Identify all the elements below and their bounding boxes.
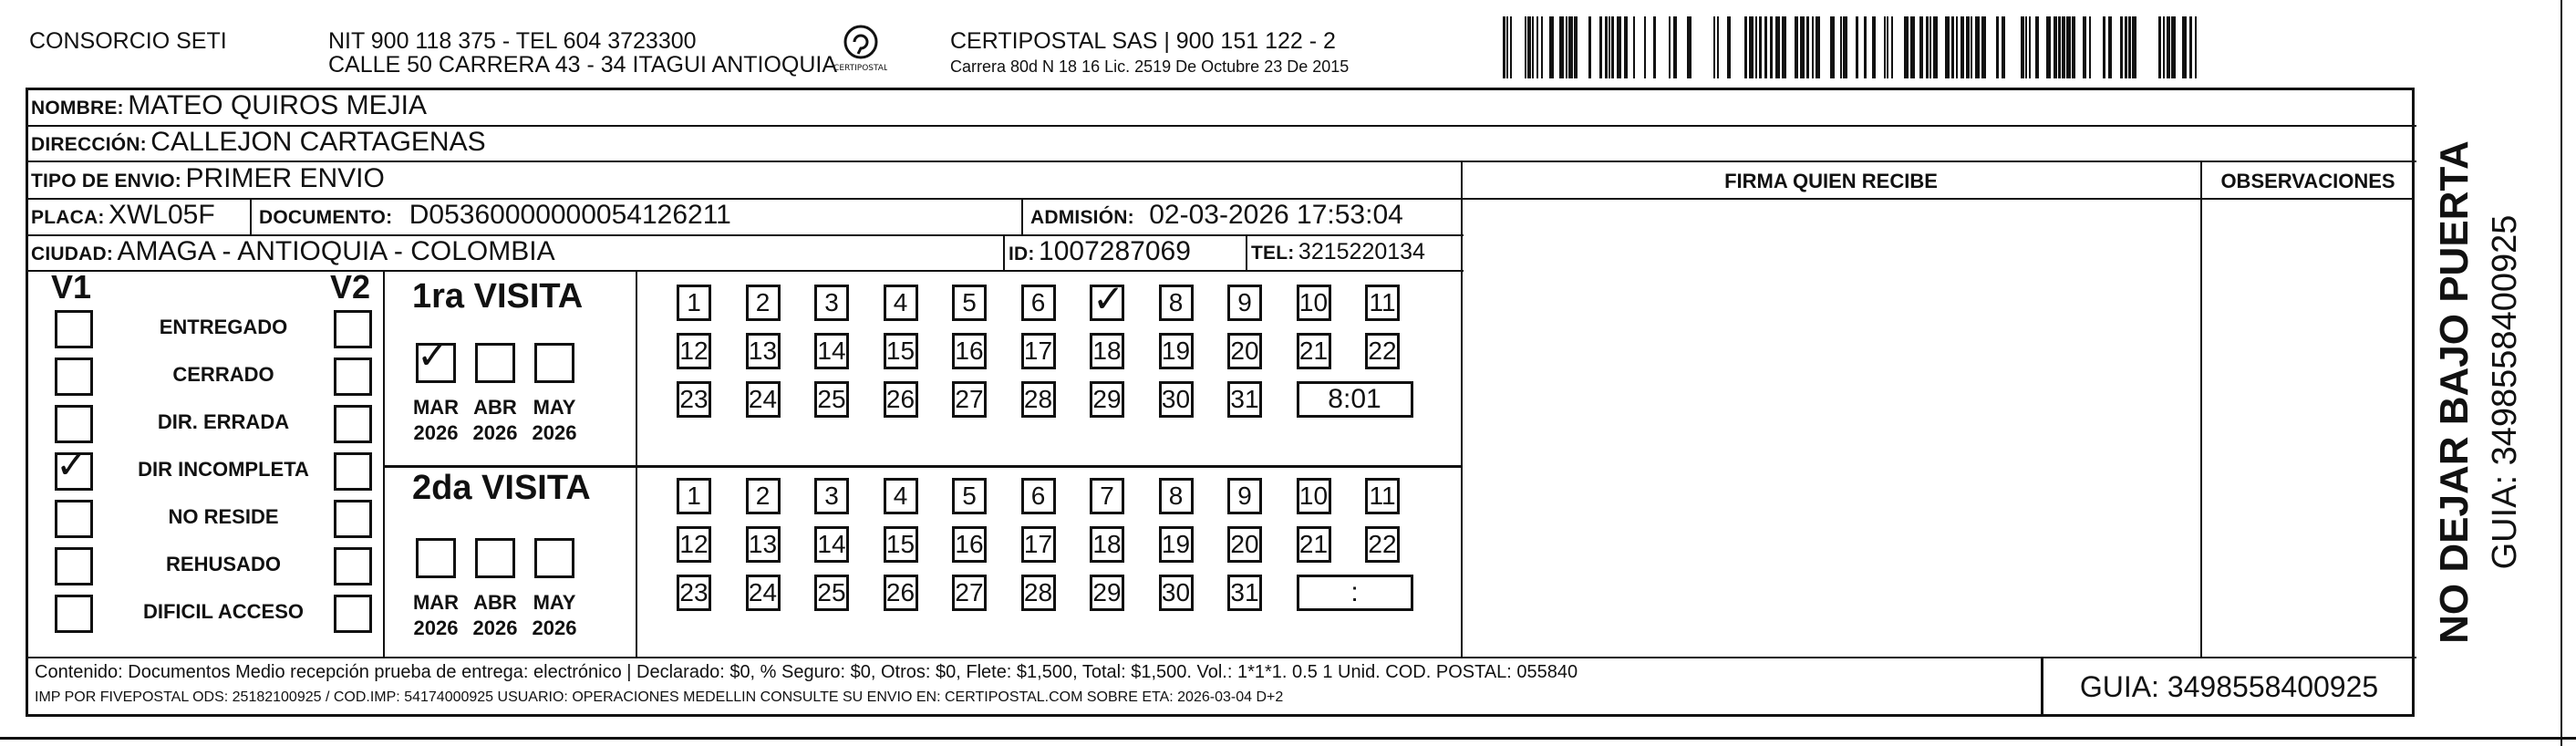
day-checkbox[interactable]: 25 <box>814 381 849 418</box>
checkmark-icon: ✓ <box>417 333 450 378</box>
day-checkbox[interactable]: 5 <box>952 285 987 321</box>
day-checkbox[interactable]: 22 <box>1365 333 1400 369</box>
day-checkbox[interactable]: 17 <box>1021 333 1056 369</box>
day-checkbox[interactable]: 13 <box>746 526 781 563</box>
day-checkbox[interactable]: 30 <box>1159 575 1194 611</box>
checkmark-icon: ✓ <box>1092 276 1125 321</box>
company-name: CONSORCIO SETI <box>29 28 227 54</box>
firma-header: FIRMA QUIEN RECIBE <box>1724 170 1938 192</box>
v2-checkbox[interactable] <box>334 405 372 443</box>
day-checkbox[interactable]: 21 <box>1297 333 1331 369</box>
v1-checkbox[interactable] <box>55 500 93 538</box>
year-label: 2026 <box>472 616 518 639</box>
day-checkbox[interactable]: 22 <box>1365 526 1400 563</box>
day-checkbox[interactable]: 23 <box>677 381 711 418</box>
nombre-field <box>31 88 427 129</box>
visit1-title: 1ra VISITA <box>412 277 584 316</box>
company-nit: NIT 900 118 375 - TEL 604 3723300 <box>328 28 697 54</box>
footer-guia: GUIA: 3498558400925 <box>2041 657 2415 717</box>
observaciones-header: OBSERVACIONES <box>2220 170 2395 192</box>
year-label: 2026 <box>413 616 459 639</box>
day-checkbox[interactable]: 8 <box>1159 285 1194 321</box>
day-checkbox[interactable]: 31 <box>1227 575 1262 611</box>
month-label: MAR <box>412 396 460 419</box>
day-checkbox[interactable]: 2 <box>746 478 781 514</box>
day-checkbox[interactable]: 3 <box>814 285 849 321</box>
side-notice: NO DEJAR BAJO PUERTA <box>2432 140 2477 644</box>
day-checkbox[interactable]: 26 <box>884 575 918 611</box>
page-border-bottom <box>0 737 2576 740</box>
day-checkbox[interactable]: 24 <box>746 381 781 418</box>
barcode-icon <box>1503 16 2205 78</box>
v1-header: V1 <box>51 268 92 306</box>
v2-checkbox[interactable] <box>334 357 372 396</box>
footer-imp: IMP POR FIVEPOSTAL ODS: 25182100925 / COD.IMP: 54174000925 USUARIO: OPERACIONES MEDELLIN CONSULTE SU ENVIO EN: CERTIPOSTAL.COM SOBRE ETA: 2026-03-04 D+2 <box>35 689 1284 705</box>
checkmark-icon: ✓ <box>56 442 88 487</box>
month-label: MAY <box>533 396 576 419</box>
v1-checkbox[interactable] <box>55 405 93 443</box>
v2-checkbox[interactable] <box>334 500 372 538</box>
day-checkbox[interactable]: 20 <box>1227 333 1262 369</box>
status-option-label: DIFICIL ACCESO <box>142 600 304 623</box>
side-panel <box>2418 82 2555 720</box>
day-checkbox[interactable]: 1 <box>677 478 711 514</box>
v2-checkbox[interactable] <box>334 547 372 585</box>
day-checkbox[interactable]: 17 <box>1021 526 1056 563</box>
tipo-envio-value: PRIMER ENVIO <box>185 163 385 193</box>
day-checkbox[interactable]: 8 <box>1159 478 1194 514</box>
status-option-label: DIR INCOMPLETA <box>138 458 309 481</box>
month-checkbox[interactable] <box>475 343 515 383</box>
v1-checkbox[interactable] <box>55 595 93 633</box>
day-checkbox[interactable]: 11 <box>1365 285 1400 321</box>
divider <box>1003 234 1005 271</box>
day-checkbox[interactable]: 26 <box>884 381 918 418</box>
divider <box>250 198 252 235</box>
year-label: 2026 <box>532 421 577 444</box>
v1-checkbox[interactable] <box>55 357 93 396</box>
ciudad-label: CIUDAD: <box>31 243 114 264</box>
month-label: MAR <box>412 591 460 614</box>
day-checkbox[interactable]: 15 <box>884 333 918 369</box>
admision-label: ADMISIÓN: <box>1030 207 1134 228</box>
day-checkbox[interactable]: 20 <box>1227 526 1262 563</box>
time-field[interactable]: : <box>1297 575 1413 611</box>
status-option-label: NO RESIDE <box>168 505 279 528</box>
day-checkbox[interactable]: 9 <box>1227 285 1262 321</box>
carrier-name: CERTIPOSTAL SAS | 900 151 122 - 2 <box>950 28 1336 54</box>
documento-value: D05360000000054126211 <box>409 200 731 230</box>
status-option-label: REHUSADO <box>166 553 281 575</box>
tipo-envio-field <box>31 161 385 202</box>
v2-checkbox[interactable] <box>334 452 372 491</box>
placa-value: XWL05F <box>108 200 215 230</box>
month-checkbox[interactable] <box>475 538 515 578</box>
day-checkbox[interactable]: 23 <box>677 575 711 611</box>
divider <box>636 270 637 658</box>
day-checkbox[interactable]: 10 <box>1297 478 1331 514</box>
month-label: ABR <box>473 396 517 419</box>
day-checkbox[interactable]: 1 <box>677 285 711 321</box>
tel-value: 3215220134 <box>1298 239 1425 264</box>
day-checkbox[interactable]: 19 <box>1159 333 1194 369</box>
status-option-label: ENTREGADO <box>159 316 288 338</box>
day-checkbox[interactable]: 4 <box>884 478 918 514</box>
admision-field <box>1030 197 1403 238</box>
documento-field <box>259 197 731 238</box>
year-label: 2026 <box>532 616 577 639</box>
day-checkbox[interactable]: 4 <box>884 285 918 321</box>
tel-field <box>1251 233 1425 274</box>
v2-checkbox[interactable] <box>334 595 372 633</box>
direccion-value: CALLEJON CARTAGENAS <box>150 127 486 157</box>
day-checkbox[interactable]: 28 <box>1021 381 1056 418</box>
ciudad-value: AMAGA - ANTIOQUIA - COLOMBIA <box>117 236 555 266</box>
day-checkbox[interactable]: 16 <box>952 526 987 563</box>
day-checkbox[interactable]: 27 <box>952 575 987 611</box>
month-checkbox[interactable] <box>534 343 574 383</box>
day-checkbox[interactable]: 29 <box>1090 381 1124 418</box>
day-checkbox[interactable]: 6 <box>1021 478 1056 514</box>
day-checkbox[interactable]: 30 <box>1159 381 1194 418</box>
day-checkbox[interactable]: 11 <box>1365 478 1400 514</box>
day-checkbox[interactable]: 29 <box>1090 575 1124 611</box>
side-guia: GUIA: 3498558400925 <box>2486 214 2524 570</box>
day-checkbox[interactable]: 28 <box>1021 575 1056 611</box>
time-field[interactable]: 8:01 <box>1297 381 1413 418</box>
day-checkbox[interactable]: 3 <box>814 478 849 514</box>
month-checkbox[interactable] <box>416 538 456 578</box>
divider <box>1246 234 1247 271</box>
day-checkbox[interactable]: 24 <box>746 575 781 611</box>
day-checkbox[interactable]: 10 <box>1297 285 1331 321</box>
day-checkbox[interactable]: 27 <box>952 381 987 418</box>
day-checkbox[interactable]: 12 <box>677 333 711 369</box>
direccion-label: DIRECCIÓN: <box>31 134 147 155</box>
nombre-value: MATEO QUIROS MEJIA <box>128 90 427 120</box>
month-label: ABR <box>473 591 517 614</box>
month-label: MAY <box>533 591 576 614</box>
month-checkbox[interactable] <box>534 538 574 578</box>
day-checkbox[interactable]: 7 <box>1090 478 1124 514</box>
documento-label: DOCUMENTO: <box>259 207 393 228</box>
day-checkbox[interactable]: 16 <box>952 333 987 369</box>
footer-content: Contenido: Documentos Medio recepción prueba de entrega: electrónico | Declarado: $0, % Seguro: $0, Otros: $0, Flete: $1,500, Total: $1,500. Vol.: 1*1*1. 0.5 1 Unid. COD. POSTAL: 055840 <box>35 662 1578 682</box>
day-checkbox[interactable]: 19 <box>1159 526 1194 563</box>
divider <box>1461 198 2415 200</box>
day-checkbox[interactable]: 6 <box>1021 285 1056 321</box>
day-checkbox[interactable]: 21 <box>1297 526 1331 563</box>
placa-label: PLACA: <box>31 207 105 228</box>
tel-label: TEL: <box>1251 243 1295 264</box>
year-label: 2026 <box>413 421 459 444</box>
divider <box>1461 161 1463 658</box>
day-checkbox[interactable]: 13 <box>746 333 781 369</box>
day-checkbox[interactable]: 18 <box>1090 333 1124 369</box>
day-checkbox[interactable]: 18 <box>1090 526 1124 563</box>
day-checkbox[interactable]: 14 <box>814 526 849 563</box>
visit2-title: 2da VISITA <box>412 469 591 507</box>
divider <box>2200 161 2202 658</box>
day-checkbox[interactable]: 25 <box>814 575 849 611</box>
day-checkbox[interactable] <box>1090 276 1125 321</box>
certipostal-logo-icon <box>834 22 887 78</box>
divider <box>383 465 1462 468</box>
day-checkbox[interactable]: 15 <box>884 526 918 563</box>
divider <box>1021 198 1023 235</box>
admision-value: 02-03-2026 17:53:04 <box>1149 200 1403 230</box>
company-address: CALLE 50 CARRERA 43 - 34 ITAGUI ANTIOQUIA <box>328 52 838 78</box>
id-label: ID: <box>1009 243 1035 264</box>
carrier-license: Carrera 80d N 18 16 Lic. 2519 De Octubre 23 De 2015 <box>950 57 1350 76</box>
v1-checkbox[interactable] <box>55 547 93 585</box>
day-checkbox[interactable]: 5 <box>952 478 987 514</box>
nombre-label: NOMBRE: <box>31 98 124 119</box>
status-option-label: CERRADO <box>172 363 274 386</box>
year-label: 2026 <box>472 421 518 444</box>
v1-checkbox[interactable] <box>55 310 93 348</box>
month-checkbox[interactable] <box>416 333 456 383</box>
status-option-label: DIR. ERRADA <box>157 410 290 433</box>
tipo-envio-label: TIPO DE ENVIO: <box>31 171 181 192</box>
placa-field <box>31 197 215 238</box>
id-field <box>1009 233 1191 275</box>
ciudad-field <box>31 233 555 275</box>
divider <box>383 270 385 658</box>
page-border-right <box>2560 0 2562 746</box>
day-checkbox[interactable]: 14 <box>814 333 849 369</box>
day-checkbox[interactable]: 2 <box>746 285 781 321</box>
direccion-field <box>31 124 486 165</box>
day-checkbox[interactable]: 9 <box>1227 478 1262 514</box>
v2-header: V2 <box>330 268 371 306</box>
v1-checkbox[interactable] <box>55 442 93 491</box>
day-checkbox[interactable]: 31 <box>1227 381 1262 418</box>
id-value: 1007287069 <box>1039 236 1191 266</box>
v2-checkbox[interactable] <box>334 310 372 348</box>
day-checkbox[interactable]: 12 <box>677 526 711 563</box>
svg-text:CERTIPOSTAL: CERTIPOSTAL <box>834 64 887 73</box>
